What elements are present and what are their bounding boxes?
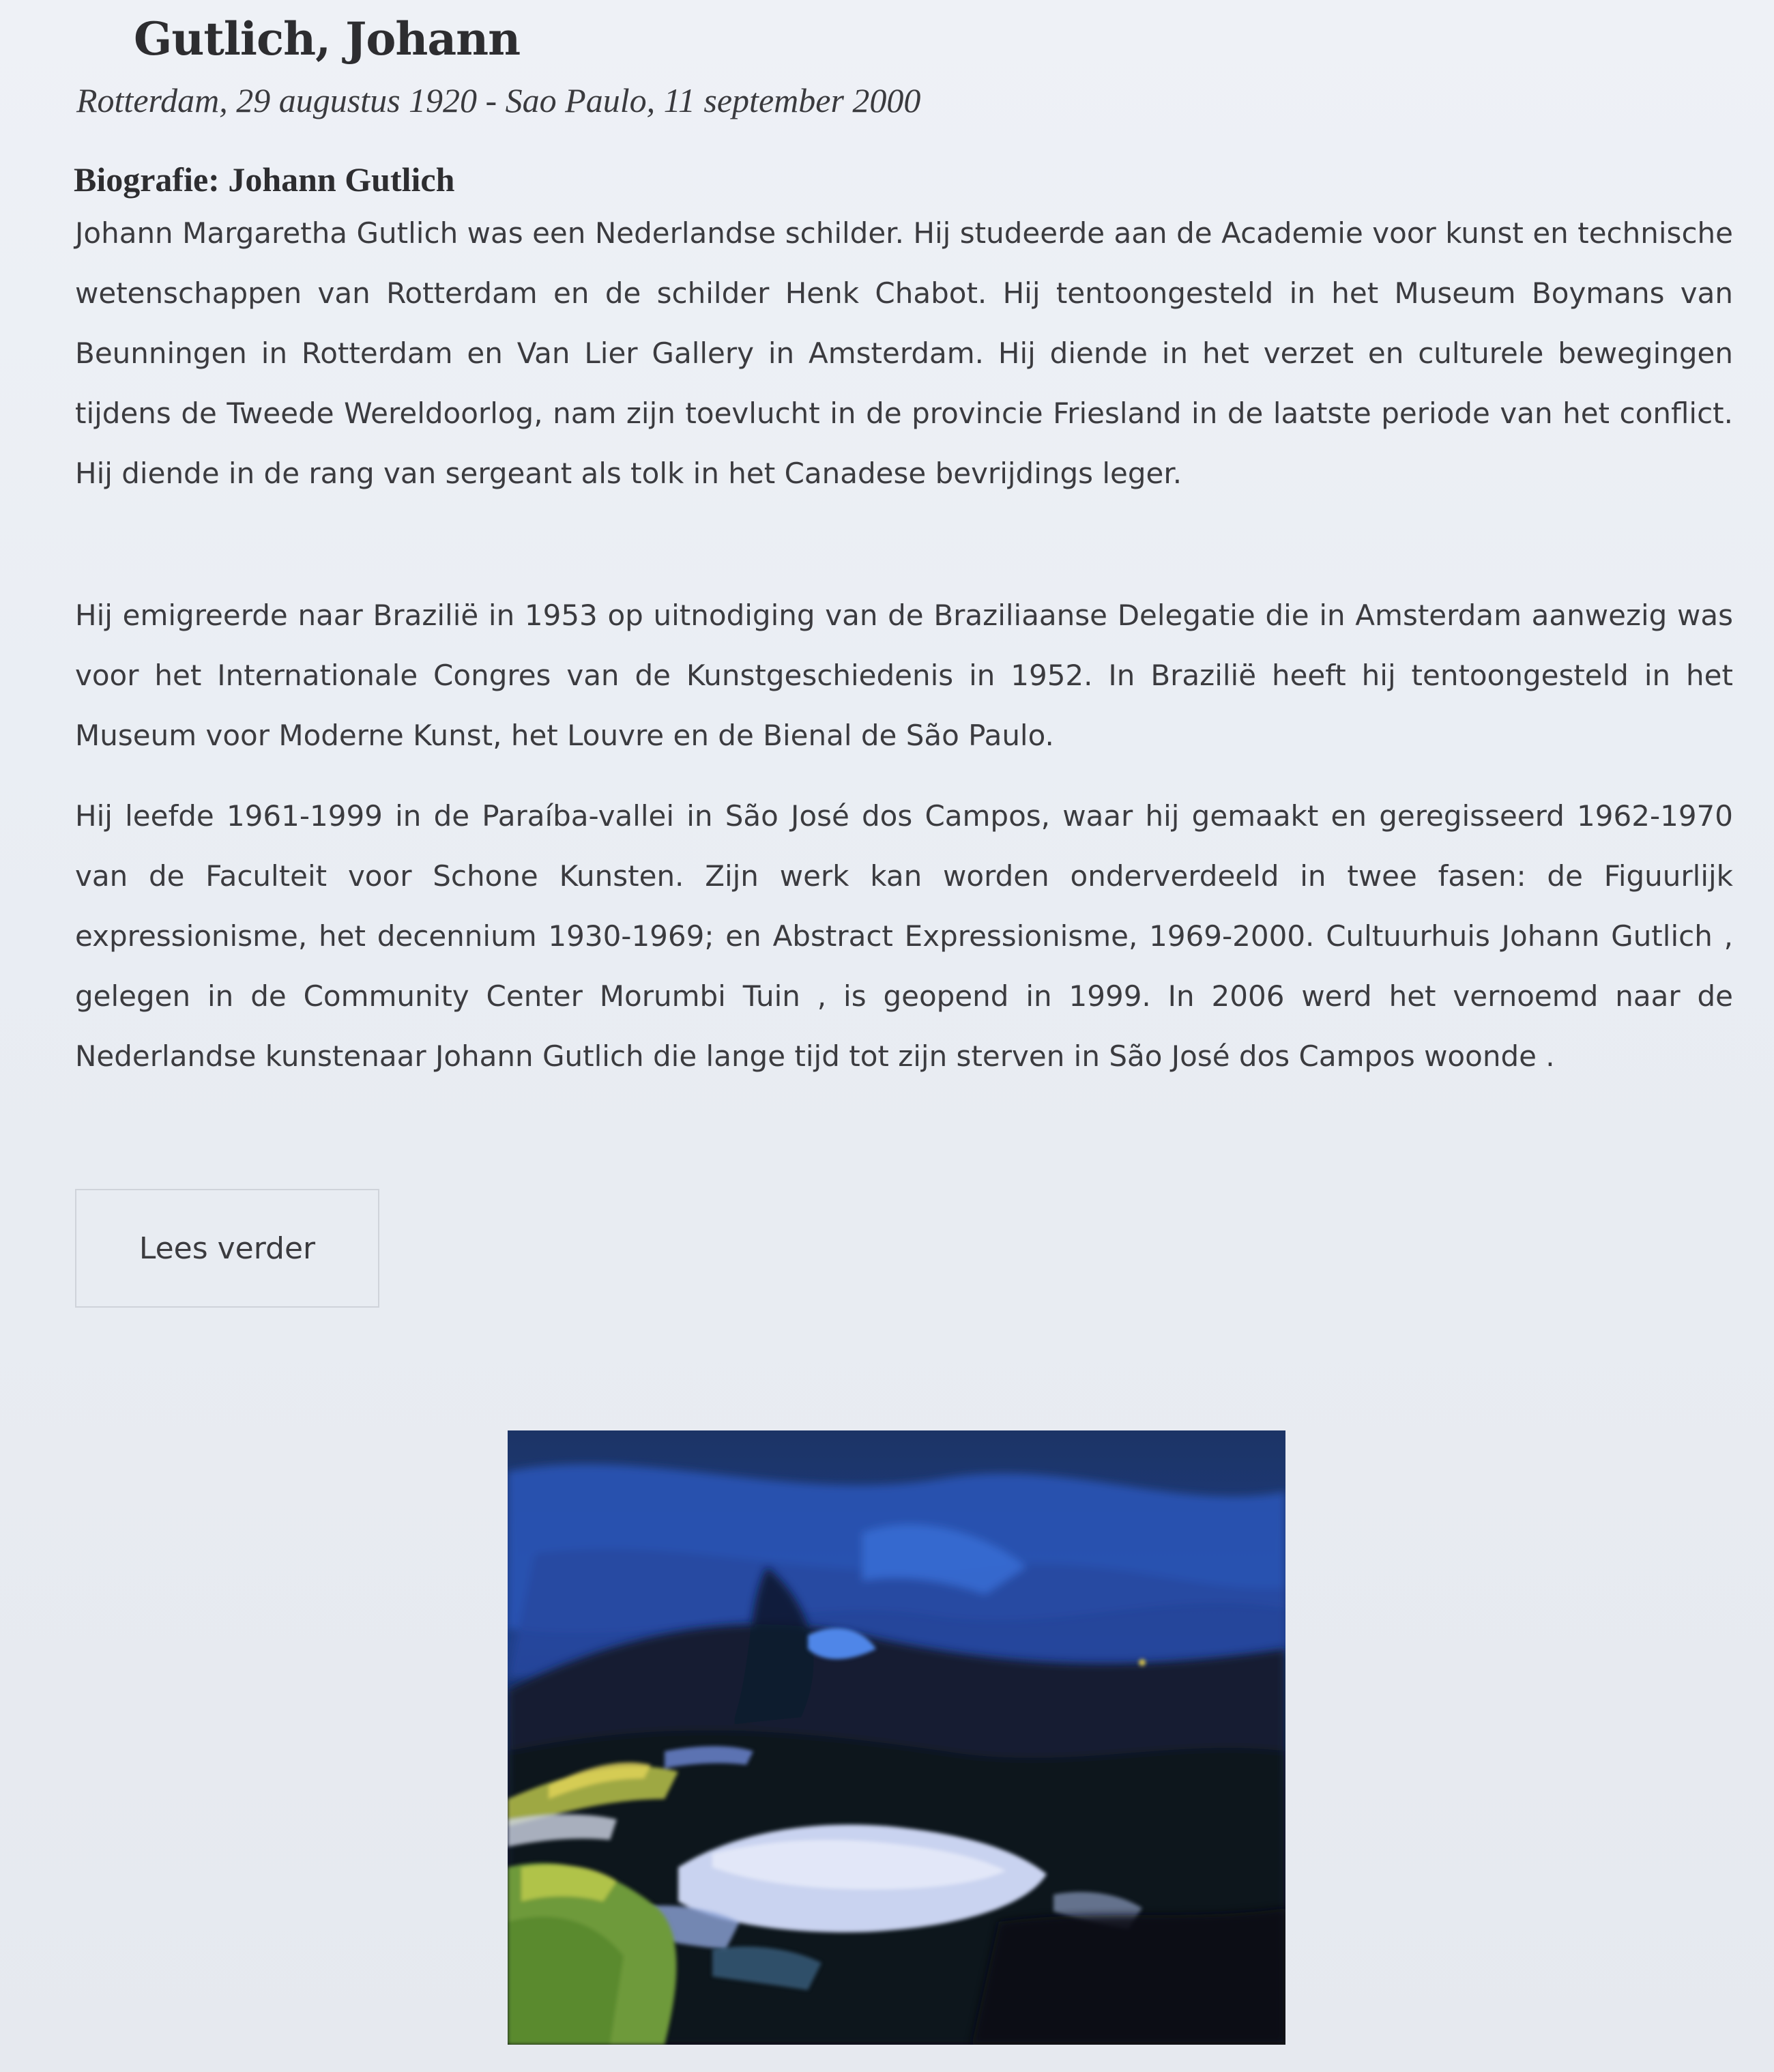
artist-life-dates: Rotterdam, 29 augustus 1920 - Sao Paulo, 11 september 2000 bbox=[76, 81, 921, 119]
biography-heading: Biografie: Johann Gutlich bbox=[74, 160, 455, 199]
biography-paragraph: Hij emigreerde naar Brazilië in 1953 op uitnodiging van de Braziliaanse Delegatie die in Amsterdam aanwezig was voor het Internationale Congres van de Kunstgeschiedenis in 1952. In Brazilië heeft hij tentoongesteld in het Museum voor Moderne Kunst, het Louvre en de Bienal de São Paulo. bbox=[75, 599, 1733, 752]
painting-image bbox=[508, 1430, 1285, 2045]
biography-paragraph: Hij leefde 1961-1999 in de Paraíba-vallei in São José dos Campos, waar hij gemaakt en geregisseerd 1962-1970 van de Faculteit voor Schone Kunsten. Zijn werk kan worden onderverdeeld in twee fasen: de Figuurlijk expressionisme, het decennium 1930-1969; en Abstract Expressionisme, 1969-2000. Cultuurhuis Johann Gutlich , gelegen in de Community Center Morumbi Tuin , is geopend in 1999. In 2006 werd het vernoemd naar de Nederlandse kunstenaar Johann Gutlich die lange tijd tot zijn sterven in São José dos Campos woonde . bbox=[75, 799, 1733, 1073]
artist-name: Gutlich, Johann bbox=[134, 12, 521, 66]
biography-paragraph: Johann Margaretha Gutlich was een Nederlandse schilder. Hij studeerde aan de Academie voor kunst en technische wetenschappen van Rotterdam en de schilder Henk Chabot. Hij tentoongesteld in het Museum Boymans van Beunningen in Rotterdam en Van Lier Gallery in Amsterdam. Hij diende in het verzet en culturele bewegingen tijdens de Tweede Wereldoorlog, nam zijn toevlucht in de provincie Friesland in de laatste periode van het conflict. Hij diende in de rang van sergeant als tolk in het Canadese bevrijdings leger. bbox=[75, 216, 1733, 490]
read-more-button[interactable]: Lees verder bbox=[75, 1189, 379, 1308]
